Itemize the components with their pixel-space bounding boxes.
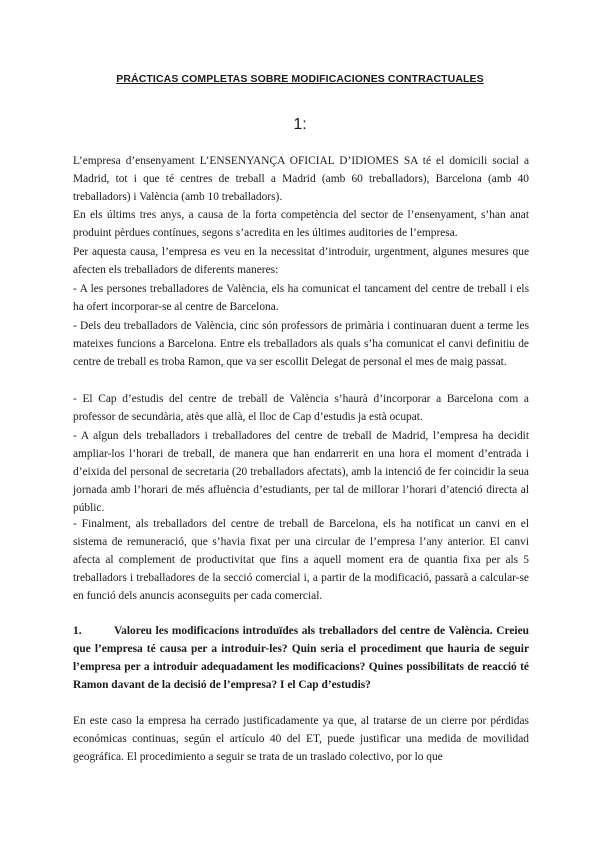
document-title: PRÁCTICAS COMPLETAS SOBRE MODIFICACIONES CONTRACTUALES — [116, 73, 484, 85]
measure-madrid-schedule: - A algun dels treballadors i treballadores del centre de treball de Madrid, l’empresa ha decidit ampliar-los l’horari de treball, de manera que han endarrerit en una hora el moment d’entrada i d’eixida del personal de secretaria (20 treballadors afectats), amb la intenció de fer coincidir la seua jornada amb l’horari de més afluència d’estudiants, per tal de millorar l’horari d’atenció directa al públic. — [73, 430, 529, 514]
measure-valencia-teachers: - Dels deu treballadors de València, cinc són professors de primària i continuaran duent a terme les mateixes funcions a Barcelona. Entre els treballadors als quals s’ha comunicat el canvi definitiu de centre de treball es troba Ramon, que va ser escollit Delegat de personal el mes de maig passat. — [73, 320, 529, 368]
case-number: 1: — [293, 116, 307, 133]
losses-paragraph: En els últims tres anys, a causa de la forta competència del sector de l’ensenyament, s’han anat produint pèrdues contínues, segons s’acredita en les últimes auditories de l’empresa. — [73, 209, 529, 239]
measure-head-of-studies: - El Cap d’estudis del centre de treball de València s’haurà d’incorporar a Barcelona com a professor de secundària, atès que allà, el lloc de Cap d’estudis ja està ocupat. — [73, 393, 529, 423]
measure-valencia-closure: - A les persones treballadores de València, els ha comunicat el tancament del centre de treball i els ha ofert incorporar-se al centre de Barcelona. — [73, 283, 529, 313]
answer-paragraph: En este caso la empresa ha cerrado justificadamente ya que, al tratarse de un cierre por pérdidas económicas continuas, según el artículo 40 del ET, puede justificar una medida de movilidad geográfica. El procedimiento a seguir se trata de un traslado colectivo, por lo que — [73, 715, 529, 763]
question-text: Valoreu les modificacions introduïdes als treballadors del centre de València. Creieu que l’empresa té causa per a introduir-les? Quin seria el procediment que hauria de seguir l’empresa per a introduir adequadament les modificacions? Quines possibilitats de reacció té Ramon davant de la decisió de l’empresa? I el Cap d’estudis? — [73, 625, 529, 691]
question-1 — [73, 622, 529, 694]
measure-barcelona-pay: - Finalment, als treballadors del centre de treball de Barcelona, els ha notificat un canvi en el sistema de remuneració, que s’havia fixat per una circular de l’empresa l’any anterior. El canvi afecta al complement de productivitat que fins a aquell moment era de quantia fixa per als 5 treballadors i treballadores de la secció comercial i, a partir de la modificació, passarà a calcular-se en funció dels anuncis aconseguits per cada comercial. — [73, 518, 529, 602]
question-number: 1. — [73, 625, 82, 637]
intro-paragraph: L’empresa d’ensenyament L’ENSENYANÇA OFICIAL D’IDIOMES SA té el domicili social a Madrid, tot i que té centres de treball a Madrid (amb 60 treballadors), Barcelona (amb 40 treballadors) i València (amb 10 treballadors). — [73, 155, 529, 203]
measures-paragraph: Per aquesta causa, l’empresa es veu en la necessitat d’introduir, urgentment, algunes mesures que afecten els treballadors de diferents maneres: — [73, 246, 529, 276]
